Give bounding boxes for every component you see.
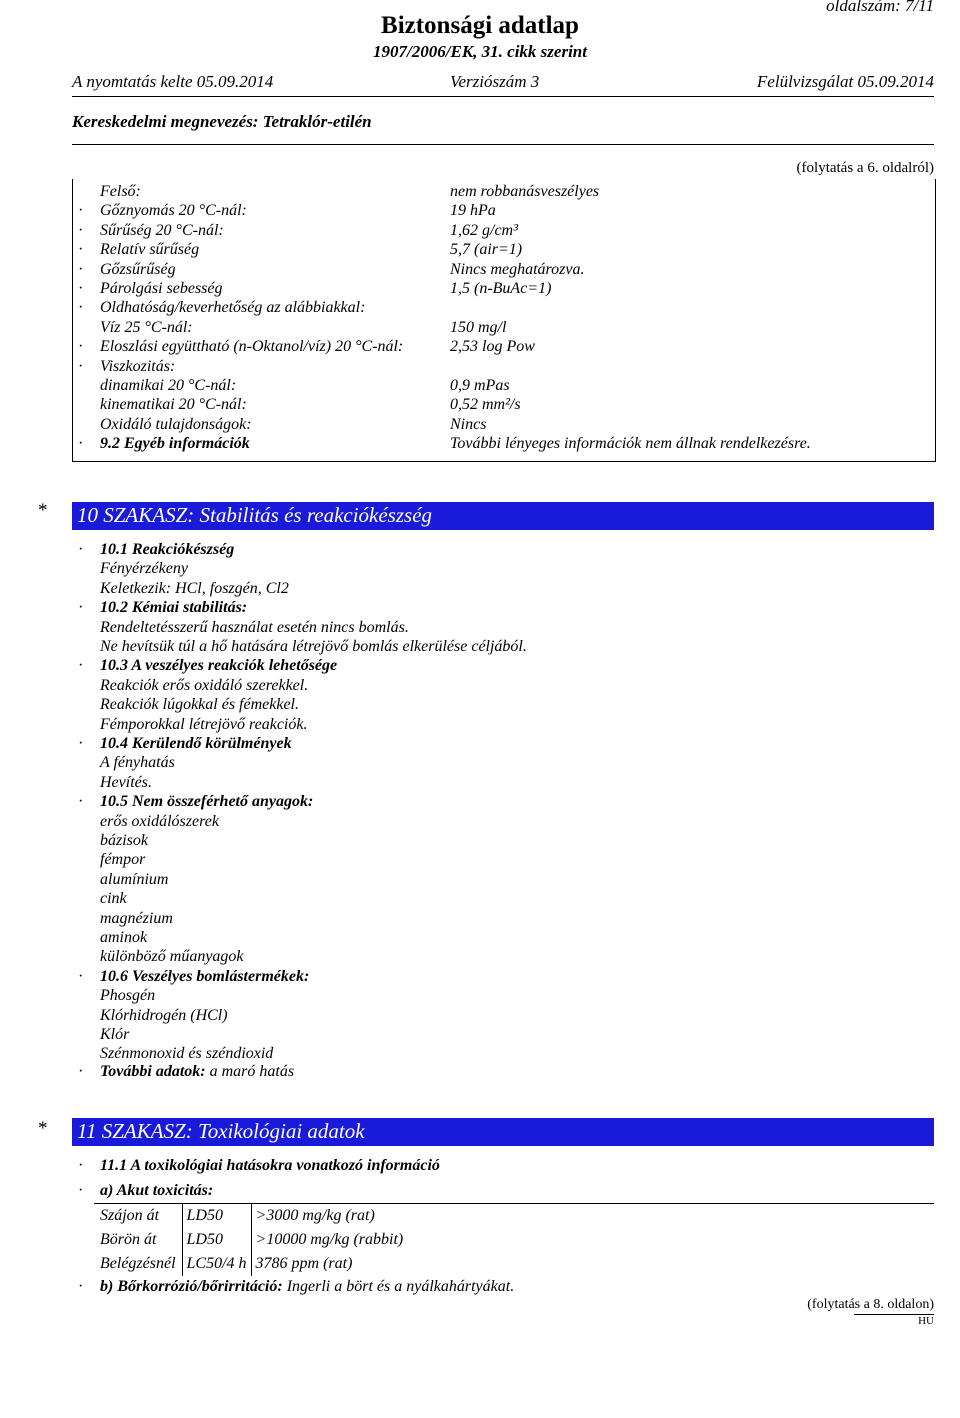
line-dot: ·	[78, 793, 84, 811]
property-row	[78, 222, 928, 242]
property-row	[78, 435, 928, 455]
section-text	[78, 638, 527, 656]
section-text	[78, 851, 145, 869]
table-row	[100, 1204, 407, 1228]
property-label	[78, 280, 223, 298]
page-number: oldalszám: 7/11	[826, 0, 934, 15]
property-value: 0,9 mPas	[450, 377, 510, 394]
line-text: 10.3 A veszélyes reakciók lehetősége	[100, 657, 338, 675]
property-label	[78, 435, 250, 453]
revision-date: Felülvizsgálat 05.09.2014	[756, 72, 934, 91]
property-label-text: Sűrűség 20 °C-nál:	[100, 221, 224, 239]
section-text	[78, 929, 147, 947]
further-value: a maró hatás	[205, 1063, 295, 1080]
line-text: Reakciók erős oxidáló szerekkel.	[100, 676, 309, 694]
subsection-heading	[78, 541, 234, 559]
print-date: A nyomtatás kelte 05.09.2014	[72, 72, 274, 91]
property-label	[78, 222, 224, 240]
route-cell: Börön át	[100, 1231, 157, 1248]
section-text	[78, 1026, 129, 1044]
section-text	[78, 560, 188, 578]
property-value: 150 mg/l	[450, 318, 507, 336]
property-dot: ·	[78, 435, 84, 453]
skin-label: b) Bőrkorrózió/bőrirritáció:	[100, 1278, 283, 1295]
section-text	[78, 987, 155, 1005]
property-label	[78, 261, 176, 279]
property-label	[100, 377, 236, 395]
subsection-heading	[78, 657, 337, 675]
further-label: További adatok:	[100, 1063, 206, 1080]
section-text	[78, 580, 289, 598]
line-text: A fényhatás	[100, 754, 175, 772]
property-label	[78, 338, 403, 356]
property-value: További lényeges információk nem állnak rendelkezésre.	[450, 435, 811, 453]
line-text: 10.1 Reakciókészség	[100, 541, 235, 558]
line-text: 10.4 Kerülendő körülmények	[100, 735, 292, 752]
property-label-text: Párolgási sebesség	[100, 280, 223, 297]
line-text: Hevítés.	[100, 773, 152, 791]
endpoint-cell: LC50/4 h	[182, 1252, 251, 1276]
property-dot: ·	[78, 357, 84, 375]
line-text: aminok	[100, 929, 148, 946]
line-text: Klórhidrogén (HCl)	[100, 1006, 228, 1024]
document-subtitle: 1907/2006/EK, 31. cikk szerint	[373, 42, 587, 61]
line-text: 10.2 Kémiai stabilitás:	[100, 599, 248, 617]
property-row	[78, 280, 928, 300]
property-label-text: Oldhatóság/keverhetőség az alábbiakkal:	[100, 299, 366, 317]
document-title: Biztonsági adatlap	[381, 12, 579, 39]
value-cell: 3786 ppm (rat)	[251, 1252, 407, 1276]
property-label-text: Gőznyomás 20 °C-nál:	[100, 202, 247, 220]
subsection-heading	[78, 599, 247, 617]
property-label	[78, 358, 175, 376]
property-label-text: dinamikai 20 °C-nál:	[100, 377, 237, 394]
line-text: különböző műanyagok	[100, 948, 244, 966]
section-10-header	[72, 502, 934, 530]
value-cell: >10000 mg/kg (rabbit)	[251, 1228, 407, 1252]
tox-heading-text: 11.1 A toxikológiai hatásokra vonatkozó információ	[100, 1157, 440, 1174]
line-text: 10.6 Veszélyes bomlástermékek:	[100, 967, 310, 985]
property-label	[78, 299, 365, 317]
property-value: 1,5 (n-BuAc=1)	[450, 280, 552, 297]
section-text	[78, 774, 152, 792]
property-label-text: Viszkozitás:	[100, 357, 176, 375]
subsection-heading	[78, 735, 292, 753]
acute-label: a) Akut toxicitás:	[100, 1182, 214, 1199]
tox-heading	[78, 1157, 440, 1175]
trade-rule	[72, 144, 934, 145]
property-dot: ·	[78, 202, 84, 220]
section-text	[78, 813, 219, 831]
section-text	[78, 677, 308, 695]
property-value: 2,53 log Pow	[450, 338, 535, 356]
acute-toxicity	[78, 1182, 213, 1200]
property-value: nem robbanásveszélyes	[450, 183, 600, 200]
property-label-text: Víz 25 °C-nál:	[100, 318, 193, 336]
property-label-text: 9.2 Egyéb információk	[100, 435, 250, 453]
property-value: 1,62 g/cm³	[450, 221, 518, 239]
property-row	[78, 183, 928, 203]
property-dot: ·	[78, 241, 84, 259]
language-code: HU	[854, 1314, 934, 1327]
line-dot: ·	[78, 735, 84, 752]
line-text: fémpor	[100, 851, 146, 869]
property-label	[100, 416, 252, 434]
line-dot: ·	[78, 599, 84, 617]
property-label-text: Oxidáló tulajdonságok:	[100, 415, 252, 433]
line-text: Keletkezik: HCl, foszgén, Cl2	[100, 579, 289, 597]
line-text: Szénmonoxid és széndioxid	[100, 1045, 274, 1063]
section-text	[78, 832, 148, 850]
line-text: Phosgén	[100, 987, 156, 1005]
continued-from: (folytatás a 6. oldalról)	[796, 160, 934, 176]
property-label-text: kinematikai 20 °C-nál:	[100, 396, 247, 414]
value-cell: >3000 mg/kg (rat)	[251, 1204, 407, 1228]
property-label-text: Relatív sűrűség	[100, 241, 200, 259]
section-text	[78, 948, 244, 966]
property-row	[78, 299, 928, 319]
line-text: magnézium	[100, 909, 173, 927]
property-row	[78, 338, 928, 358]
table-row	[100, 1228, 407, 1252]
further-dot: ·	[78, 1063, 84, 1080]
property-dot: ·	[78, 280, 84, 297]
tox-heading-dot: ·	[78, 1157, 84, 1174]
property-value: 5,7 (air=1)	[450, 241, 523, 259]
skin-value: Ingerli a bört és a nyálkahártyákat.	[282, 1278, 515, 1295]
section-text	[78, 910, 173, 928]
subsection-heading	[78, 968, 309, 986]
section-text	[78, 1045, 273, 1063]
line-text: Fémporokkal létrejövő reakciók.	[100, 715, 308, 733]
line-text: alumínium	[100, 870, 169, 888]
line-dot: ·	[78, 657, 84, 675]
line-text: cink	[100, 890, 127, 908]
line-text: Ne hevítsük túl a hő hatására létrejövő bomlás elkerülése céljából.	[100, 638, 527, 655]
property-label	[100, 319, 193, 337]
property-value: 0,52 mm²/s	[450, 396, 521, 414]
route-cell: Belégzésnél	[100, 1255, 176, 1272]
line-dot: ·	[78, 967, 84, 985]
property-row	[78, 377, 928, 397]
table-row	[100, 1252, 407, 1276]
property-dot: ·	[78, 221, 84, 239]
property-label	[78, 202, 247, 220]
section-text	[78, 890, 127, 908]
line-text: bázisok	[100, 832, 148, 849]
property-label	[100, 396, 247, 414]
further-data	[78, 1063, 294, 1081]
section-10-title: 10 SZAKASZ: Stabilitás és reakciókészség	[77, 503, 433, 527]
section-text	[78, 716, 307, 734]
line-text: erős oxidálószerek	[100, 812, 219, 830]
section-11-header	[72, 1118, 934, 1146]
section-11-marker: *	[38, 1118, 48, 1139]
property-label-text: Gőzsűrűség	[100, 260, 176, 278]
continued-to: (folytatás a 8. oldalon)	[807, 1297, 934, 1312]
line-text: 10.5 Nem összeférhető anyagok:	[100, 793, 314, 811]
endpoint-cell: LD50	[182, 1228, 251, 1252]
toxicity-table	[100, 1204, 407, 1276]
property-row	[78, 241, 928, 261]
skin-dot: ·	[78, 1278, 84, 1295]
line-dot: ·	[78, 541, 84, 558]
property-value: Nincs	[450, 415, 487, 433]
line-text: Rendeltetésszerű használat esetén nincs bomlás.	[100, 618, 409, 636]
property-row	[78, 261, 928, 281]
section-10-marker: *	[38, 500, 48, 521]
property-dot: ·	[78, 299, 84, 317]
property-value: 19 hPa	[450, 202, 496, 220]
section-text	[78, 754, 175, 772]
property-row	[78, 319, 928, 339]
property-value: Nincs meghatározva.	[450, 260, 585, 278]
section-11-title: 11 SZAKASZ: Toxikológiai adatok	[77, 1119, 365, 1143]
property-label-text: Felső:	[100, 183, 141, 200]
endpoint-cell: LD50	[182, 1204, 251, 1228]
property-label	[78, 241, 199, 259]
property-row	[78, 202, 928, 222]
property-dot: ·	[78, 338, 84, 356]
header-rule	[72, 96, 934, 97]
section-text	[78, 1007, 228, 1025]
line-text: Fényérzékeny	[100, 560, 188, 578]
acute-dot: ·	[78, 1182, 84, 1199]
line-text: Reakciók lúgokkal és fémekkel.	[100, 696, 299, 714]
line-text: Klór	[100, 1026, 130, 1043]
property-row	[78, 358, 928, 378]
property-row	[78, 416, 928, 436]
subsection-heading	[78, 793, 313, 811]
section-text	[78, 619, 409, 637]
property-label-text: Eloszlási együttható (n-Oktanol/víz) 20 °C-nál:	[100, 338, 404, 356]
trade-name: Kereskedelmi megnevezés: Tetraklór-etilén	[72, 112, 372, 131]
section-text	[78, 696, 299, 714]
property-dot: ·	[78, 260, 84, 278]
version: Verziószám 3	[450, 72, 540, 91]
property-label	[78, 183, 141, 201]
skin-corrosion	[78, 1278, 514, 1296]
property-row	[78, 396, 928, 416]
route-cell: Szájon át	[100, 1207, 160, 1224]
section-text	[78, 871, 168, 889]
